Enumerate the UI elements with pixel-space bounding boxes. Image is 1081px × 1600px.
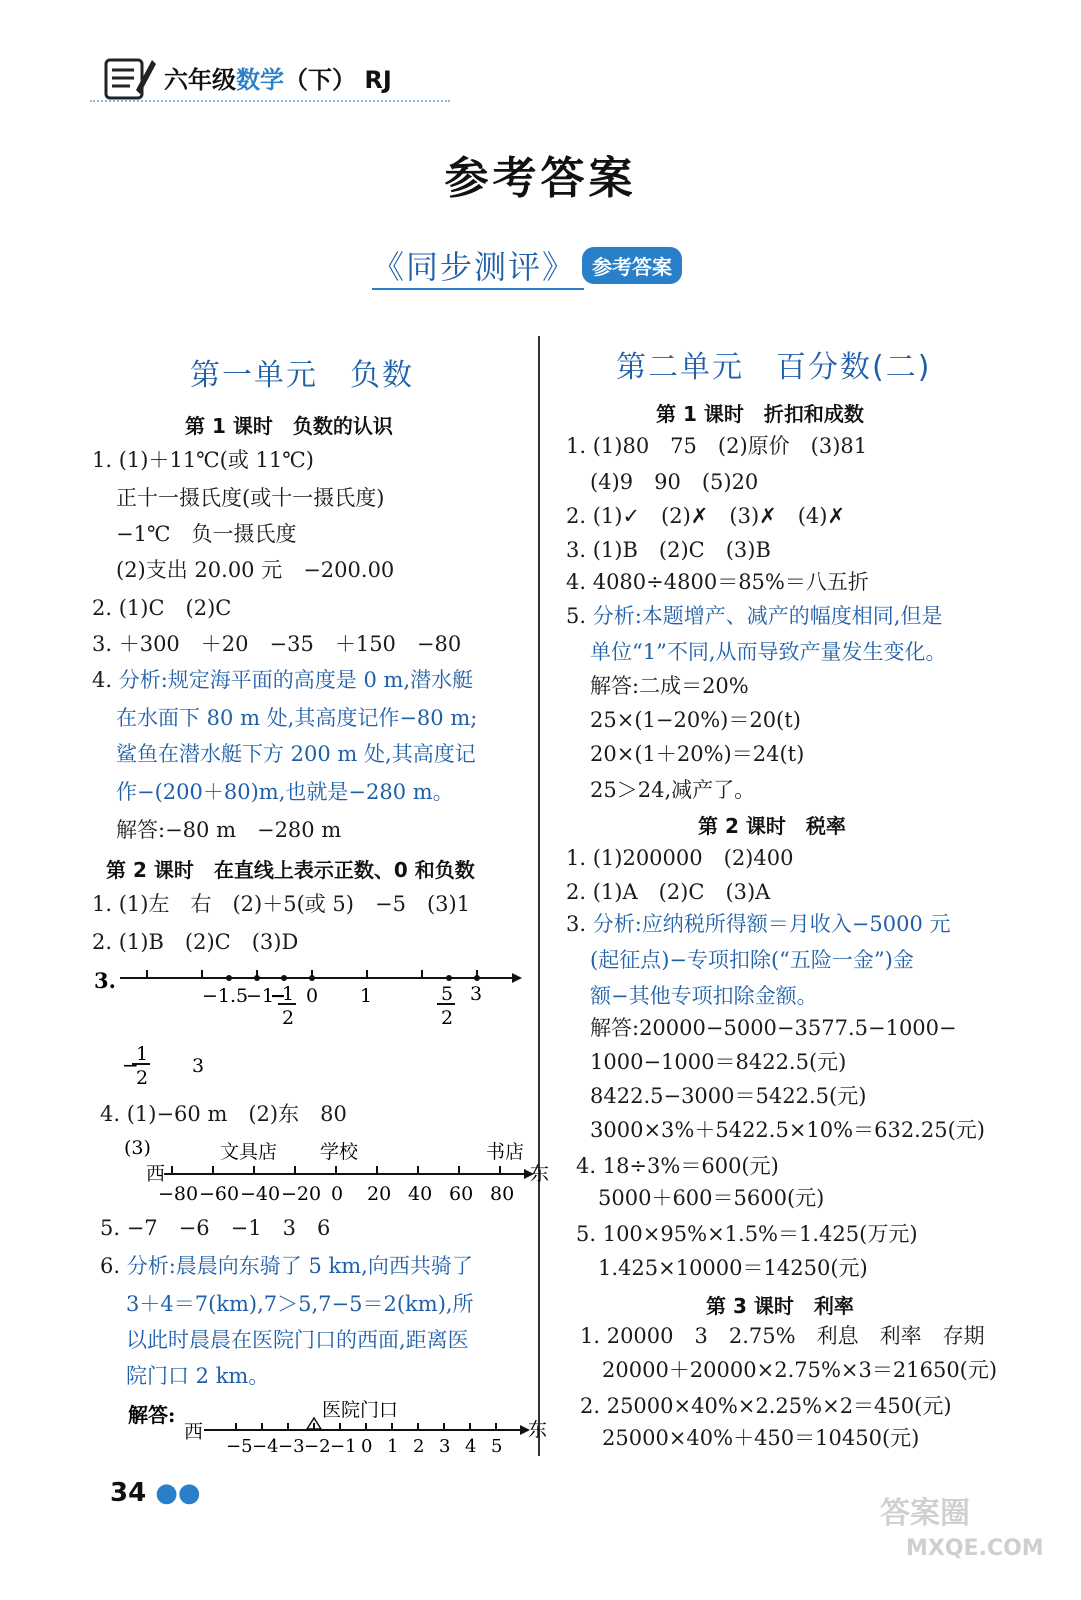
lesson-heading: 第 3 课时 利率 — [706, 1294, 854, 1318]
q3-label: 3. — [94, 968, 116, 993]
answer-line: 3. 分析:应纳税所得额＝月收入−5000 元 — [566, 912, 951, 936]
answer-line: −1℃ 负一摄氏度 — [116, 522, 297, 546]
answer-line: 1. (1)左 右 (2)＋5(或 5) −5 (3)1 — [92, 892, 471, 916]
tick-label: −2 — [304, 1436, 331, 1457]
point-neg-1 — [254, 975, 260, 981]
answer-line: 5. −7 −6 −1 3 6 — [100, 1216, 331, 1240]
tick-label: 5 — [491, 1436, 503, 1457]
header-subject: 数学 — [236, 65, 284, 94]
analysis-line: 院门口 2 km。 — [126, 1364, 270, 1388]
answer-line: 正十一摄氏度(或十一摄氏度) — [116, 486, 385, 510]
frac-numerator: 1 — [282, 983, 295, 1005]
tick-label: 0 — [361, 1436, 373, 1457]
frac-numerator: 5 — [441, 983, 454, 1005]
answer-label: 解答: — [128, 1403, 176, 1427]
tick-label: 0 — [306, 985, 319, 1007]
lesson-heading: 第 2 课时 税率 — [698, 814, 846, 838]
tick-label: 3 — [470, 983, 483, 1005]
tick-label: −5 — [226, 1436, 253, 1457]
answer-line: 5. 分析:本题增产、减产的幅度相同,但是 — [566, 604, 943, 628]
answer-line: 解答:20000−5000−3577.5−1000− — [590, 1016, 957, 1040]
answer-line: (4)9 90 (5)20 — [590, 470, 759, 494]
answer-line: 1.425×10000＝14250(元) — [598, 1256, 868, 1280]
answer-line: 解答:−80 m −280 m — [116, 818, 342, 842]
banner-book-title: 《同步测评》 — [372, 248, 577, 286]
tick-label: −1 — [330, 1436, 357, 1457]
direction-east: 东 — [530, 1163, 550, 1185]
answer-line: 4. (1)−60 m (2)东 80 — [100, 1102, 347, 1126]
place-label: 学校 — [320, 1141, 359, 1163]
answer-line: 2. 25000×40%×2.25%×2＝450(元) — [580, 1394, 952, 1418]
tick-label: −60 — [199, 1183, 240, 1205]
tick-label: −4 — [252, 1436, 279, 1457]
analysis-line: (起征点)−专项扣除(“五险一金”)金 — [590, 948, 914, 972]
tick-label: −1.5 — [202, 985, 249, 1007]
point-neg-half — [281, 975, 287, 981]
place-label: 书店 — [486, 1141, 525, 1163]
answer-line: 4. 4080÷4800＝85%＝八五折 — [566, 570, 869, 594]
tick-label: 1 — [360, 985, 373, 1007]
place-label: 医院门口 — [322, 1399, 399, 1421]
analysis-line: 单位“1”不同,从而导致产量发生变化。 — [590, 640, 947, 664]
page-title: 参考答案 — [444, 153, 637, 204]
tick-label: 80 — [490, 1183, 515, 1205]
answer-three: 3 — [192, 1055, 205, 1077]
answer-line: 解答:二成＝20% — [590, 674, 749, 698]
answer-line: 25×(1−20%)＝20(t) — [590, 708, 801, 732]
lesson-heading: 第 2 课时 在直线上表示正数、0 和负数 — [106, 858, 475, 882]
header-label: 六年级数学（下） RJ — [164, 65, 392, 94]
answer-line: (2)支出 20.00 元 −200.00 — [116, 558, 395, 582]
answer-line: 5. 100×95%×1.5%＝1.425(万元) — [576, 1222, 918, 1246]
tick-label: 3 — [439, 1436, 451, 1457]
answer-line: 3. (1)B (2)C (3)B — [566, 538, 771, 562]
answer-line: 1. (1)80 75 (2)原价 (3)81 — [566, 434, 868, 458]
svg-text:−: − — [122, 1053, 139, 1077]
answer-line: 1. (1)＋11℃(或 11℃) — [92, 448, 314, 472]
answer-line: 6. 分析:晨晨向东骑了 5 km,向西共骑了 — [100, 1254, 473, 1278]
answer-line: 2. (1)✓ (2)✗ (3)✗ (4)✗ — [566, 504, 846, 528]
answer-line: 25＞24,减产了。 — [590, 778, 756, 802]
analysis-line: 作−(200＋80)m,也就是−280 m。 — [116, 780, 454, 804]
analysis-line: 3＋4＝7(km),7＞5,7−5＝2(km),所 — [126, 1292, 474, 1316]
point-neg-1-5 — [226, 975, 232, 981]
tick-label: 20 — [367, 1183, 392, 1205]
frac-denominator: 2 — [282, 1007, 295, 1029]
tick-label: −20 — [281, 1183, 322, 1205]
direction-west: 西 — [146, 1163, 166, 1185]
tick-label: 1 — [387, 1436, 399, 1457]
unit-title-right: 第二单元 百分数(二) — [616, 350, 932, 385]
answer-line: 3000×3%＋5422.5×10%＝632.25(元) — [590, 1118, 985, 1142]
tick-label: 60 — [449, 1183, 474, 1205]
svg-text:−: − — [270, 985, 286, 1007]
header-rule — [90, 100, 450, 102]
frac-denominator: 2 — [136, 1067, 149, 1089]
point-five-halves — [446, 975, 452, 981]
tick-label: 4 — [465, 1436, 477, 1457]
tick-label: −3 — [278, 1436, 305, 1457]
answer-line: 3. ＋300 ＋20 −35 ＋150 −80 — [92, 632, 462, 656]
banner-tag: 参考答案 — [582, 247, 682, 284]
tick-label: 40 — [408, 1183, 433, 1205]
lesson-heading: 第 1 课时 折扣和成数 — [656, 402, 864, 426]
number-line-q6 — [126, 1396, 556, 1460]
section-banner — [372, 240, 682, 290]
answer-line: 25000×40%＋450＝10450(元) — [602, 1426, 920, 1450]
number-line-q3 — [92, 960, 532, 1090]
answer-line: 2. (1)B (2)C (3)D — [92, 930, 299, 954]
answer-line: 4. 分析:规定海平面的高度是 0 m,潜水艇 — [92, 668, 474, 692]
tick-label: −40 — [240, 1183, 281, 1205]
frac-numerator: 1 — [136, 1043, 149, 1065]
answer-line: 1000−1000＝8422.5(元) — [590, 1050, 847, 1074]
frac-denominator: 2 — [441, 1007, 454, 1029]
q4-sub-label: (3) — [124, 1137, 151, 1159]
direction-west: 西 — [184, 1421, 204, 1443]
answer-line: 4. 18÷3%＝600(元) — [576, 1154, 779, 1178]
page-header — [100, 52, 392, 102]
watermark-url: MXQE.COM — [906, 1536, 1044, 1561]
direction-east: 东 — [528, 1419, 548, 1441]
answer-line: 1. 20000 3 2.75% 利息 利率 存期 — [580, 1324, 985, 1348]
point-zero — [309, 975, 315, 981]
tick-label: 2 — [413, 1436, 425, 1457]
answer-line: 20000＋20000×2.75%×3＝21650(元) — [602, 1358, 998, 1382]
analysis-line: 以此时晨晨在医院门口的西面,距离医 — [126, 1328, 469, 1352]
analysis-line: 在水面下 80 m 处,其高度记作−80 m; — [116, 706, 478, 730]
answer-line: 2. (1)A (2)C (3)A — [566, 880, 771, 904]
analysis-line: 鲨鱼在潜水艇下方 200 m 处,其高度记 — [116, 742, 476, 766]
answer-line: 1. (1)200000 (2)400 — [566, 846, 794, 870]
notebook-pencil-icon — [100, 52, 156, 102]
answer-line: 5000＋600＝5600(元) — [598, 1186, 825, 1210]
watermark-logo: 答案圈 — [880, 1496, 970, 1531]
tick-label: −80 — [158, 1183, 199, 1205]
answer-line: 2. (1)C (2)C — [92, 596, 232, 620]
answer-line: 20×(1＋20%)＝24(t) — [590, 742, 805, 766]
point-three — [474, 975, 480, 981]
banner-underline — [372, 288, 584, 290]
answer-line: 8422.5−3000＝5422.5(元) — [590, 1084, 867, 1108]
analysis-line: 额−其他专项扣除金额。 — [590, 984, 818, 1008]
header-edition: RJ — [364, 65, 392, 94]
unit-title-left: 第一单元 负数 — [190, 358, 414, 393]
place-label: 文具店 — [220, 1141, 278, 1163]
tick-label: 0 — [331, 1183, 344, 1205]
column-divider — [538, 336, 540, 1456]
page-number: 34 ●● — [110, 1478, 201, 1508]
number-line-q4 — [120, 1134, 550, 1214]
tick-label: −1 — [246, 985, 275, 1007]
lesson-heading: 第 1 课时 负数的认识 — [185, 414, 393, 438]
